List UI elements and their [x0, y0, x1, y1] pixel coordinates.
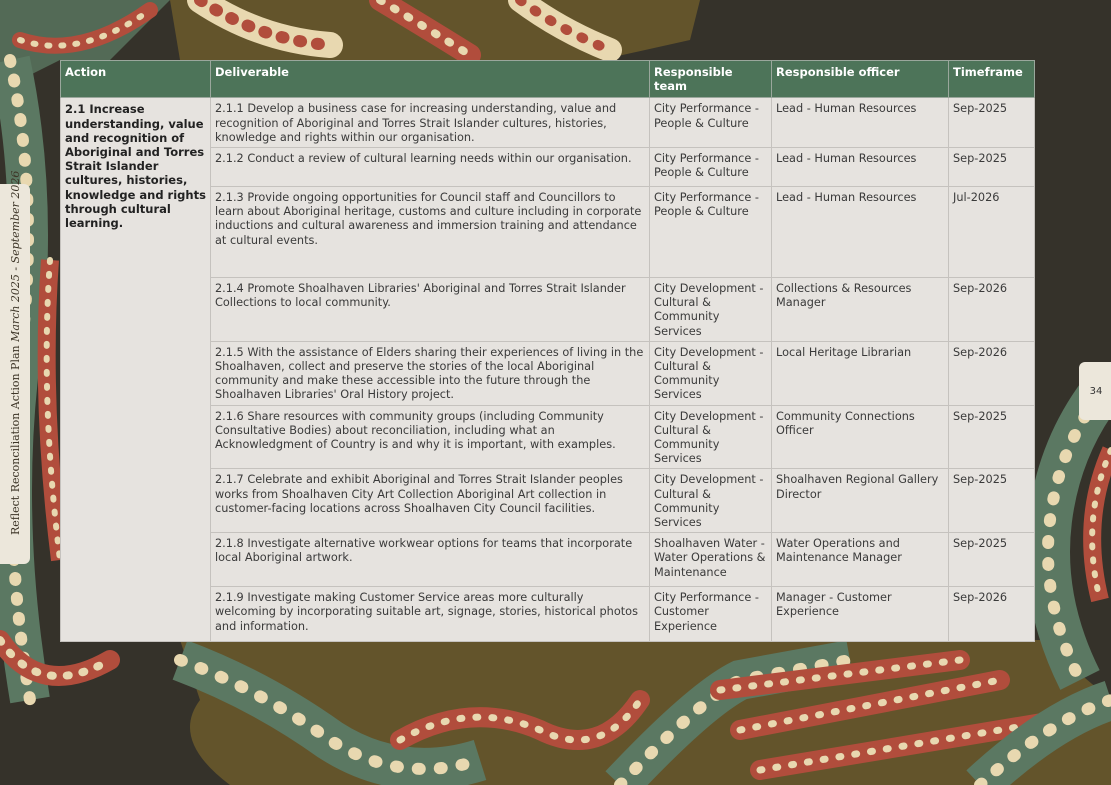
officer-cell: Local Heritage Librarian [772, 341, 949, 405]
timeframe-cell: Sep-2026 [949, 341, 1035, 405]
table-row [61, 98, 1035, 148]
officer-cell: Lead - Human Resources [772, 98, 949, 148]
officer-cell: Community Connections Officer [772, 405, 949, 469]
team-cell: City Performance - People & Culture [650, 98, 772, 148]
officer-cell: Shoalhaven Regional Gallery Director [772, 469, 949, 533]
deliverable-cell: 2.1.1 Develop a business case for increasing understanding, value and recognition of Aboriginal and Torres Strait Islander cultures, histories, knowledge and rights within our organisation. [211, 98, 650, 148]
timeframe-cell: Sep-2026 [949, 278, 1035, 342]
team-cell: Shoalhaven Water - Water Operations & Maintenance [650, 533, 772, 587]
header-deliverable: Deliverable [211, 61, 650, 98]
header-responsible-officer: Responsible officer [772, 61, 949, 98]
team-cell: City Performance - Customer Experience [650, 587, 772, 642]
timeframe-cell: Sep-2025 [949, 533, 1035, 587]
timeframe-cell: Jul-2026 [949, 187, 1035, 278]
timeframe-cell: Sep-2025 [949, 469, 1035, 533]
deliverable-cell: 2.1.4 Promote Shoalhaven Libraries' Aboriginal and Torres Strait Islander Collections to local community. [211, 278, 650, 342]
action-plan-table [60, 60, 1035, 642]
officer-cell: Collections & Resources Manager [772, 278, 949, 342]
deliverable-cell: 2.1.3 Provide ongoing opportunities for Council staff and Councillors to learn about Aboriginal heritage, customs and culture including in corporate inductions and cultural awareness and immersion training and attendance at cultural events. [211, 187, 650, 278]
timeframe-cell: Sep-2025 [949, 98, 1035, 148]
timeframe-cell: Sep-2025 [949, 405, 1035, 469]
deliverable-cell: 2.1.7 Celebrate and exhibit Aboriginal and Torres Strait Islander peoples works from Shoalhaven City Art Collection Aboriginal Art collection in customer-facing locations across Shoalhaven City Council facilities. [211, 469, 650, 533]
officer-cell: Manager - Customer Experience [772, 587, 949, 642]
team-cell: City Performance - People & Culture [650, 187, 772, 278]
timeframe-cell: Sep-2026 [949, 587, 1035, 642]
team-cell: City Development - Cultural & Community Services [650, 469, 772, 533]
officer-cell: Water Operations and Maintenance Manager [772, 533, 949, 587]
side-label-title: Reflect Reconciliation Action Plan [9, 345, 22, 535]
team-cell: City Development - Cultural & Community Services [650, 278, 772, 342]
deliverable-cell: 2.1.2 Conduct a review of cultural learning needs within our organisation. [211, 148, 650, 187]
header-responsible-team: Responsible team [650, 61, 772, 98]
deliverable-cell: 2.1.8 Investigate alternative workwear options for teams that incorporate local Aboriginal artwork. [211, 533, 650, 587]
header-timeframe: Timeframe [949, 61, 1035, 98]
timeframe-cell: Sep-2025 [949, 148, 1035, 187]
team-cell: City Development - Cultural & Community Services [650, 341, 772, 405]
officer-cell: Lead - Human Resources [772, 187, 949, 278]
team-cell: City Performance - People & Culture [650, 148, 772, 187]
team-cell: City Development - Cultural & Community Services [650, 405, 772, 469]
side-label-dates: March 2025 - September 2026 [9, 170, 22, 342]
officer-cell: Lead - Human Resources [772, 148, 949, 187]
deliverable-cell: 2.1.9 Investigate making Customer Service areas more culturally welcoming by incorporating suitable art, signage, stories, historical photos and information. [211, 587, 650, 642]
deliverable-cell: 2.1.6 Share resources with community groups (including Community Consultative Bodies) about reconciliation, including what an Acknowledgment of Country is and why it is important, with examples. [211, 405, 650, 469]
deliverable-cell: 2.1.5 With the assistance of Elders sharing their experiences of living in the Shoalhaven, collect and preserve the stories of the local Aboriginal community and make these accessible into the future through the Shoalhaven Libraries' Oral History project. [211, 341, 650, 405]
page-number: 34 [1079, 362, 1111, 420]
header-action: Action [61, 61, 211, 98]
action-cell: 2.1 Increase understanding, value and recognition of Aboriginal and Torres Strait Islander cultures, histories, knowledge and rights through cultural learning. [61, 98, 211, 642]
table-header-row [61, 61, 1035, 98]
